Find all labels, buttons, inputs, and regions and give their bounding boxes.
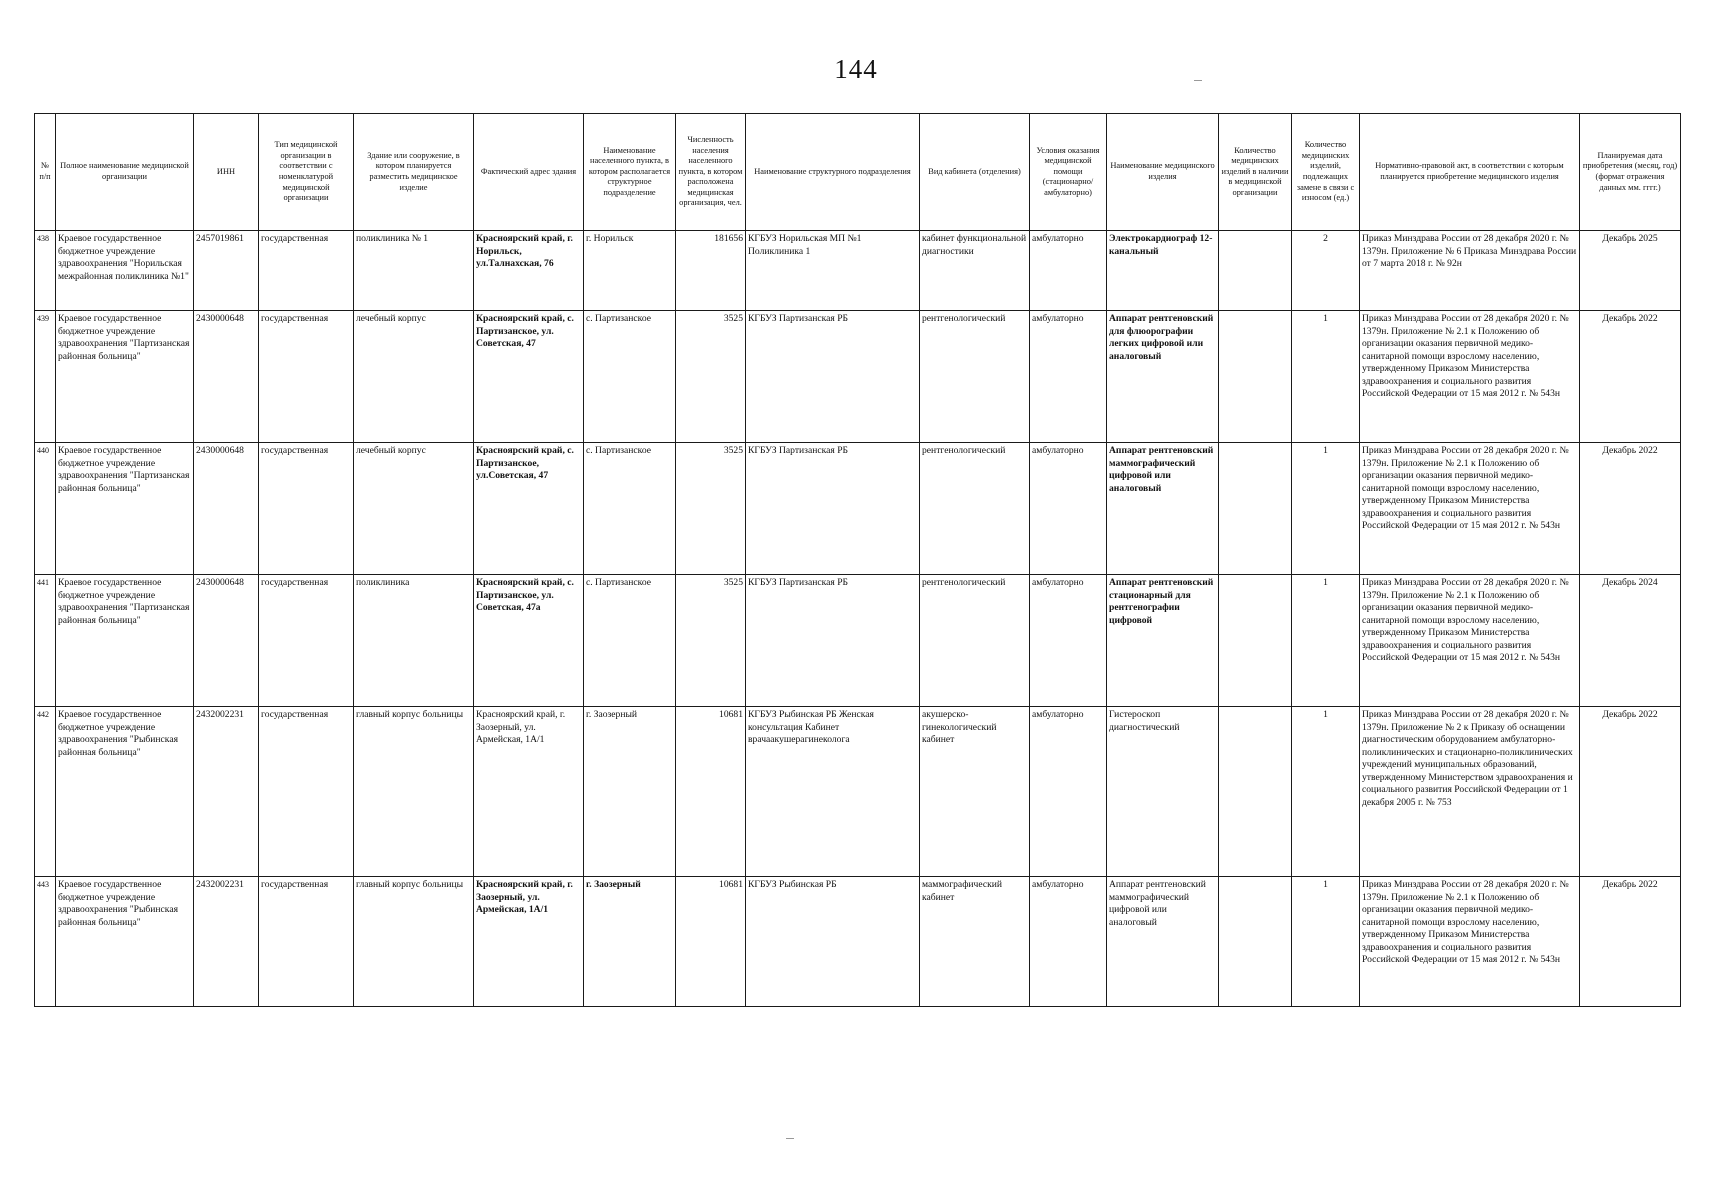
- cell-qty-replace: 1: [1292, 311, 1360, 443]
- cell-date: Декабрь 2022: [1580, 443, 1681, 575]
- cell-inn: 2432002231: [194, 707, 259, 877]
- cell-org: Краевое государственное бюджетное учреждение здравоохранения "Норильская межрайонная поликлиника №1": [56, 231, 194, 311]
- cell-locality: г. Заозерный: [584, 877, 676, 1007]
- cell-population: 3525: [676, 575, 746, 707]
- cell-inn: 2430000648: [194, 443, 259, 575]
- cell-room: акушерско-гинекологический кабинет: [920, 707, 1030, 877]
- cell-act: Приказ Минздрава России от 28 декабря 2020 г. № 1379н. Приложение № 6 Приказа Минздрава России от 7 марта 2018 г. № 92н: [1360, 231, 1580, 311]
- header-act: Нормативно-правовой акт, в соответствии с которым планируется приобретение медицинского изделия: [1360, 114, 1580, 231]
- header-inn: ИНН: [194, 114, 259, 231]
- cell-org: Краевое государственное бюджетное учреждение здравоохранения "Рыбинская районная больница": [56, 877, 194, 1007]
- cell-room: рентгенологический: [920, 311, 1030, 443]
- cell-type: государственная: [259, 575, 354, 707]
- cell-act: Приказ Минздрава России от 28 декабря 2020 г. № 1379н. Приложение № 2 к Приказу об оснащении диагностическим оборудованием амбулаторно-поликлинических и стационарно-поликлинических учреждений муниципальных образований, утвержденному Министерством здравоохранения и социального развития Российской Федерации от 1 декабря 2005 г. № 753: [1360, 707, 1580, 877]
- cell-device: Гистероскоп диагностический: [1107, 707, 1219, 877]
- cell-address: Красноярский край, с. Партизанское, ул. Советская, 47: [474, 311, 584, 443]
- cell-building: поликлиника: [354, 575, 474, 707]
- cell-unit: КГБУЗ Рыбинская РБ: [746, 877, 920, 1007]
- header-qty-replace: Количество медицинских изделий, подлежащих замене в связи с износом (ед.): [1292, 114, 1360, 231]
- cell-inn: 2430000648: [194, 575, 259, 707]
- cell-population: 3525: [676, 311, 746, 443]
- cell-org: Краевое государственное бюджетное учреждение здравоохранения "Партизанская районная больница": [56, 311, 194, 443]
- cell-care: амбулаторно: [1030, 443, 1107, 575]
- table-row: [35, 575, 1681, 707]
- cell-org: Краевое государственное бюджетное учреждение здравоохранения "Партизанская районная больница": [56, 443, 194, 575]
- cell-act: Приказ Минздрава России от 28 декабря 2020 г. № 1379н. Приложение № 2.1 к Положению об организации оказания первичной медико-санитарной помощи взрослому населению, утвержденному Приказом Министерства здравоохранения и социального развития Российской Федерации от 15 мая 2012 г. № 543н: [1360, 311, 1580, 443]
- cell-unit: КГБУЗ Партизанская РБ: [746, 311, 920, 443]
- cell-unit: КГБУЗ Партизанская РБ: [746, 443, 920, 575]
- cell-device: Аппарат рентгеновский для флюорографии легких цифровой или аналоговый: [1107, 311, 1219, 443]
- cell-num: 438: [35, 231, 56, 311]
- cell-qty-have: [1219, 575, 1292, 707]
- cell-qty-have: [1219, 877, 1292, 1007]
- cell-care: амбулаторно: [1030, 311, 1107, 443]
- cell-date: Декабрь 2022: [1580, 707, 1681, 877]
- cell-inn: 2457019861: [194, 231, 259, 311]
- header-care: Условия оказания медицинской помощи (стационарно/ амбулаторно): [1030, 114, 1107, 231]
- cell-org: Краевое государственное бюджетное учреждение здравоохранения "Рыбинская районная больница": [56, 707, 194, 877]
- cell-care: амбулаторно: [1030, 231, 1107, 311]
- header-num: № п/п: [35, 114, 56, 231]
- cell-type: государственная: [259, 707, 354, 877]
- cell-population: 10681: [676, 707, 746, 877]
- cell-org: Краевое государственное бюджетное учреждение здравоохранения "Партизанская районная больница": [56, 575, 194, 707]
- header-device: Наименование медицинского изделия: [1107, 114, 1219, 231]
- table-row: [35, 707, 1681, 877]
- cell-address: Красноярский край, г. Норильск, ул.Талнахская, 76: [474, 231, 584, 311]
- header-qty-have: Количество медицинских изделий в наличии в медицинской организации: [1219, 114, 1292, 231]
- cell-device: Аппарат рентгеновский маммографический цифровой или аналоговый: [1107, 443, 1219, 575]
- header-date: Планируемая дата приобретения (месяц, год) (формат отражения данных мм. гггг.): [1580, 114, 1681, 231]
- cell-device: Электрокардиограф 12-канальный: [1107, 231, 1219, 311]
- table-row: [35, 443, 1681, 575]
- cell-inn: 2432002231: [194, 877, 259, 1007]
- cell-type: государственная: [259, 231, 354, 311]
- cell-address: Красноярский край, г. Заозерный, ул. Армейская, 1А/1: [474, 877, 584, 1007]
- cell-type: государственная: [259, 443, 354, 575]
- cell-device: Аппарат рентгеновский маммографический цифровой или аналоговый: [1107, 877, 1219, 1007]
- cell-unit: КГБУЗ Партизанская РБ: [746, 575, 920, 707]
- header-population: Численность населения населенного пункта, в котором расположена медицинская организация, чел.: [676, 114, 746, 231]
- cell-qty-have: [1219, 311, 1292, 443]
- cell-qty-have: [1219, 443, 1292, 575]
- equipment-register-table: [34, 113, 1681, 1007]
- cell-date: Декабрь 2022: [1580, 877, 1681, 1007]
- cell-inn: 2430000648: [194, 311, 259, 443]
- cell-locality: с. Партизанское: [584, 575, 676, 707]
- header-type: Тип медицинской организации в соответствии с номенклатурой медицинской организации: [259, 114, 354, 231]
- cell-date: Декабрь 2022: [1580, 311, 1681, 443]
- cell-num: 439: [35, 311, 56, 443]
- cell-num: 440: [35, 443, 56, 575]
- header-org: Полное наименование медицинской организации: [56, 114, 194, 231]
- cell-date: Декабрь 2024: [1580, 575, 1681, 707]
- header-row: [35, 114, 1681, 231]
- cell-building: главный корпус больницы: [354, 877, 474, 1007]
- cell-unit: КГБУЗ Норильская МП №1 Поликлиника 1: [746, 231, 920, 311]
- cell-building: главный корпус больницы: [354, 707, 474, 877]
- cell-unit: КГБУЗ Рыбинская РБ Женская консультация Кабинет врачаакушерагинеколога: [746, 707, 920, 877]
- cell-num: 443: [35, 877, 56, 1007]
- cell-locality: г. Заозерный: [584, 707, 676, 877]
- cell-qty-replace: 1: [1292, 575, 1360, 707]
- cell-qty-replace: 2: [1292, 231, 1360, 311]
- header-building: Здание или сооружение, в котором планируется разместить медицинское изделие: [354, 114, 474, 231]
- cell-room: рентгенологический: [920, 443, 1030, 575]
- cell-room: рентгенологический: [920, 575, 1030, 707]
- table-row: [35, 877, 1681, 1007]
- cell-care: амбулаторно: [1030, 707, 1107, 877]
- cell-qty-replace: 1: [1292, 707, 1360, 877]
- cell-locality: с. Партизанское: [584, 443, 676, 575]
- cell-qty-have: [1219, 707, 1292, 877]
- header-address: Фактический адрес здания: [474, 114, 584, 231]
- cell-type: государственная: [259, 877, 354, 1007]
- cell-qty-replace: 1: [1292, 877, 1360, 1007]
- cell-population: 181656: [676, 231, 746, 311]
- cell-locality: с. Партизанское: [584, 311, 676, 443]
- cell-act: Приказ Минздрава России от 28 декабря 2020 г. № 1379н. Приложение № 2.1 к Положению об организации оказания первичной медико-санитарной помощи взрослому населению, утвержденному Приказом Министерства здравоохранения и социального развития Российской Федерации от 15 мая 2012 г. № 543н: [1360, 877, 1580, 1007]
- header-locality: Наименование населенного пункта, в котором располагается структурное подразделение: [584, 114, 676, 231]
- cell-type: государственная: [259, 311, 354, 443]
- header-room: Вид кабинета (отделения): [920, 114, 1030, 231]
- cell-qty-have: [1219, 231, 1292, 311]
- cell-room: маммографический кабинет: [920, 877, 1030, 1007]
- cell-address: Красноярский край, с. Партизанское, ул. Советская, 47а: [474, 575, 584, 707]
- scan-mark: [786, 1138, 794, 1139]
- cell-device: Аппарат рентгеновский стационарный для рентгенографии цифровой: [1107, 575, 1219, 707]
- cell-building: лечебный корпус: [354, 443, 474, 575]
- cell-act: Приказ Минздрава России от 28 декабря 2020 г. № 1379н. Приложение № 2.1 к Положению об организации оказания первичной медико-санитарной помощи взрослому населению, утвержденному Приказом Министерства здравоохранения и социального развития Российской Федерации от 15 мая 2012 г. № 543н: [1360, 575, 1580, 707]
- cell-care: амбулаторно: [1030, 877, 1107, 1007]
- cell-num: 441: [35, 575, 56, 707]
- cell-room: кабинет функциональной диагностики: [920, 231, 1030, 311]
- page-number: 144: [834, 54, 878, 84]
- cell-building: лечебный корпус: [354, 311, 474, 443]
- cell-address: Красноярский край, г. Заозерный, ул. Армейская, 1А/1: [474, 707, 584, 877]
- cell-num: 442: [35, 707, 56, 877]
- table-row: [35, 231, 1681, 311]
- header-unit: Наименование структурного подразделения: [746, 114, 920, 231]
- cell-care: амбулаторно: [1030, 575, 1107, 707]
- cell-population: 3525: [676, 443, 746, 575]
- cell-locality: г. Норильск: [584, 231, 676, 311]
- scan-mark: [1194, 80, 1202, 81]
- cell-building: поликлиника № 1: [354, 231, 474, 311]
- cell-date: Декабрь 2025: [1580, 231, 1681, 311]
- cell-population: 10681: [676, 877, 746, 1007]
- cell-address: Красноярский край, с. Партизанское, ул.Советская, 47: [474, 443, 584, 575]
- table-row: [35, 311, 1681, 443]
- cell-qty-replace: 1: [1292, 443, 1360, 575]
- cell-act: Приказ Минздрава России от 28 декабря 2020 г. № 1379н. Приложение № 2.1 к Положению об организации оказания первичной медико-санитарной помощи взрослому населению, утвержденному Приказом Министерства здравоохранения и социального развития Российской Федерации от 15 мая 2012 г. № 543н: [1360, 443, 1580, 575]
